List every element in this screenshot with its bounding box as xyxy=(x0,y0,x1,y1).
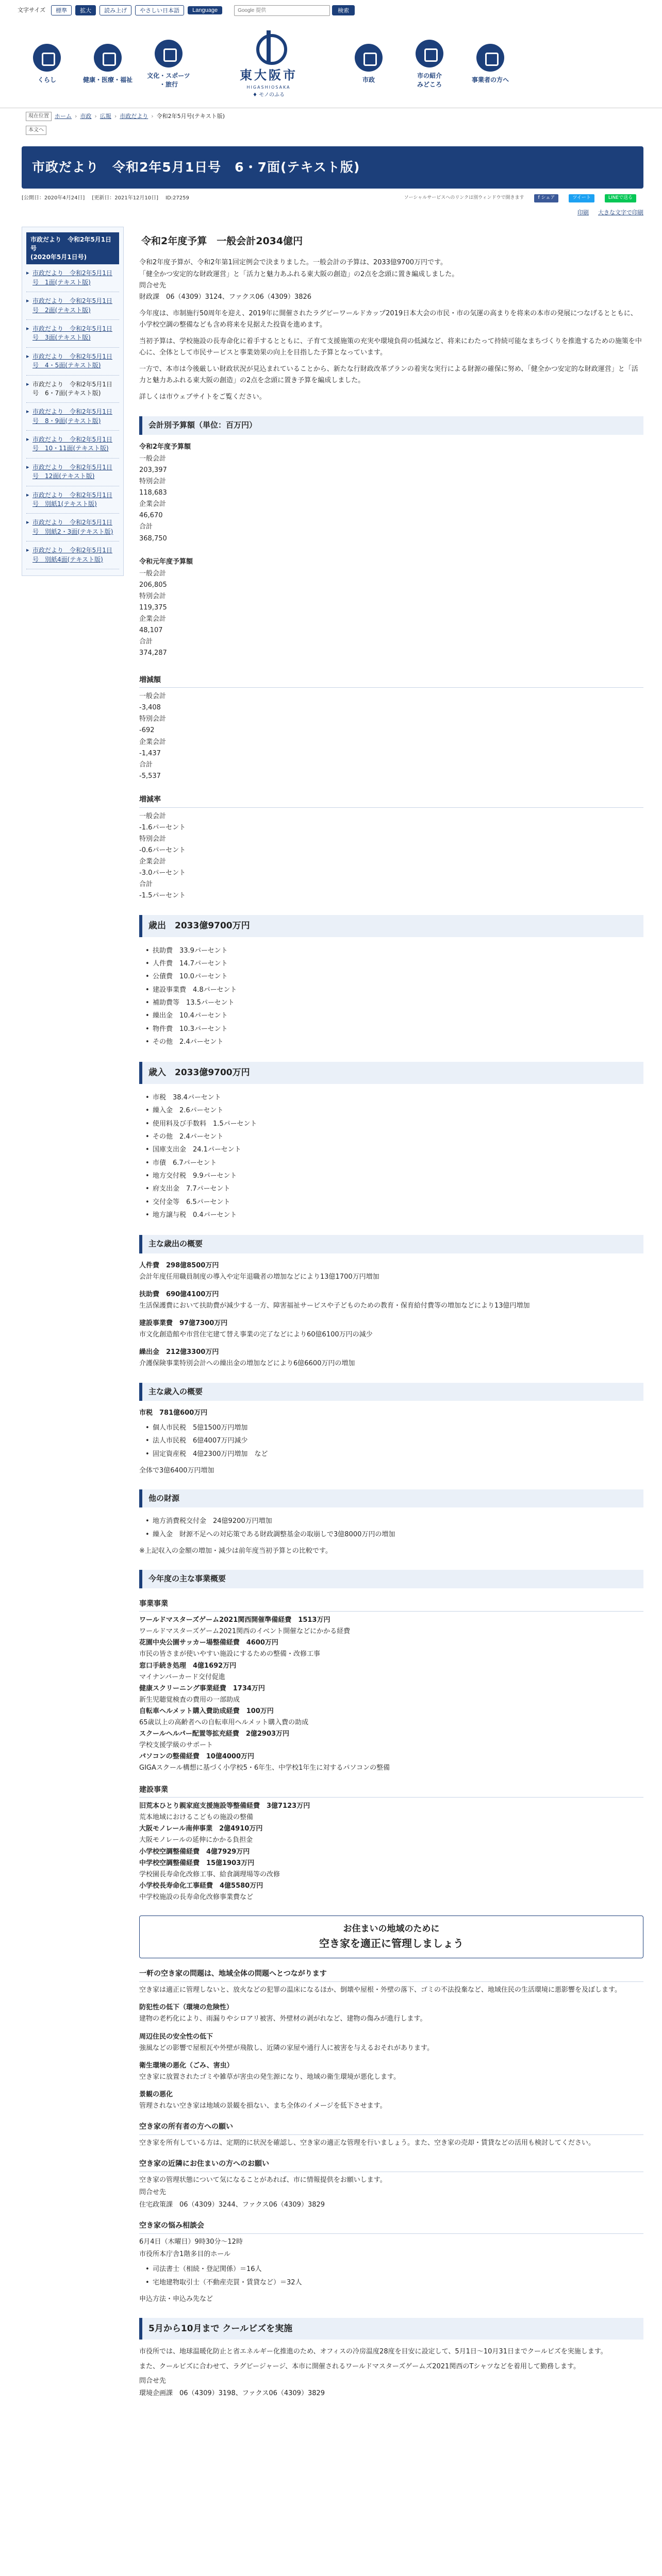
sidebar-link-10[interactable]: 市政だより 令和2年5月1日号 別紙2・3面(テキスト版) xyxy=(32,519,113,535)
published-date: [公開日：2020年4月24日] xyxy=(22,195,85,201)
akiya-callout: お住まいの地域のために 空き家を適正に管理しましょう xyxy=(139,1916,643,1958)
search-input[interactable] xyxy=(234,5,330,16)
expense-heading: 歳出 2033億9700万円 xyxy=(139,915,643,937)
large-print-link[interactable]: 大きな文字で印刷 xyxy=(598,209,643,216)
revenue-overview-heading: 主な歳入の概要 xyxy=(139,1383,643,1401)
sidebar-link-8[interactable]: 市政だより 令和2年5月1日号 12面(テキスト版) xyxy=(32,463,112,480)
sidebar-item xyxy=(26,376,119,403)
nav-city-admin[interactable]: 市政 xyxy=(338,44,399,84)
utility-bar xyxy=(0,0,662,21)
sidebar-item xyxy=(26,514,119,541)
sidebar-link-7[interactable]: 市政だより 令和2年5月1日号 10・11面(テキスト版) xyxy=(32,436,112,452)
line-share-button[interactable]: LINEで送る xyxy=(605,194,636,202)
sidebar-link-9[interactable]: 市政だより 令和2年5月1日号 別紙1(テキスト版) xyxy=(32,491,112,508)
easy-japanese-button[interactable]: やさしい日本語 xyxy=(135,5,184,15)
sidebar-item xyxy=(26,292,119,320)
budget-heading: 令和2年度予算 一般会計2034億円 xyxy=(141,235,303,247)
sidebar-item xyxy=(26,541,119,569)
nav-living[interactable]: くらし xyxy=(16,44,77,84)
breadcrumb-current: 令和2年5月号(テキスト版) xyxy=(156,113,225,120)
rate-list: 一般会計 -1.6パーセント 特別会計 -0.6パーセント 企業会計 -3.0パーセント 合計 -1.5パーセント xyxy=(139,812,186,900)
diff-list: 一般会計 -3,408 特別会計 -692 企業会計 -1,437 合計 -5,537 xyxy=(139,692,167,780)
consultation-list: • 司法書士（相続・登記関係）＝16人 • 宅地建物取引士（不動産売買・賃貸など）＝32人 xyxy=(144,2263,643,2289)
sidebar-link-11[interactable]: 市政だより 令和2年5月1日号 別紙4面(テキスト版) xyxy=(32,547,112,563)
nav-health[interactable]: 健康・医療・福祉 xyxy=(77,44,138,84)
sidebar-link-6[interactable]: 市政だより 令和2年5月1日号 8・9面(テキスト版) xyxy=(32,408,112,425)
language-button[interactable]: Language xyxy=(188,6,222,14)
nav-city-intro[interactable]: 市の紹介 みどころ xyxy=(399,40,460,88)
construction-list: 旧荒本ひとり親家庭支援施設等整備経費 3億7123万円 荒本地域におけるこどもの施設の整備 大阪モノレール南伸事業 2億4910万円 大阪モノレールの延伸にかかる負担金 小学校空調整備経費 4億7929万円 中学校空調整備経費 15億1903万円 学校園長寿命化改修工事、給食調理場等の改修 小学校長寿命化工事経費 4億5580万円 中学校施設の長寿命化改修事業費など xyxy=(139,1802,310,1901)
page-title-bar xyxy=(22,146,643,189)
budget-r2-list: 一般会計 203,397 特別会計 118,683 企業会計 46,670 合計 368,750 xyxy=(139,454,167,543)
coolbiz-heading: 5月から10月まで クールビズを実施 xyxy=(139,2318,643,2340)
sidebar-item xyxy=(26,320,119,348)
search-button[interactable]: 検索 xyxy=(332,5,355,15)
projects-list: ワールドマスターズゲーム2021関西開催準備経費 1513万円 ワールドマスターズゲーム2021関西のイベント開催などにかかる経費 花園中央公園サッカー場整備経費 4600万円 市民の皆さまが使いやすい施設にするための整備・改修工事 窓口手続き処理 4億1692万円 マイナンバーカード交付促進 健康スクリーニング事業経費 1734万円 新生児聴覚検査の費用の一部助成 自転車ヘルメット購入費助成経費 100万円 65歳以上の高齢者への自転車用ヘルメット購入費の助成 スクールヘルパー配置等拡充経費 2億2903万円 学校支援学級のサポート パソコンの整備経費 10億4000万円 GIGAスクール構想に基づく小学校5・6年生、中学校1年生に対するパソコンの整備 xyxy=(139,1616,390,1772)
briefcase-icon xyxy=(476,44,504,72)
sidebar-item xyxy=(26,348,119,376)
nav-culture[interactable]: 文化・スポーツ ・旅行 xyxy=(138,40,199,88)
sidebar-item xyxy=(26,431,119,459)
sidebar-item xyxy=(26,459,119,486)
sidebar-link-1[interactable]: 市政だより 令和2年5月1日号 1面(テキスト版) xyxy=(32,269,112,286)
site-logo[interactable]: 東大阪市 HIGASHIOSAKA ♦ モノのふる xyxy=(207,29,330,99)
skip-to-content-link[interactable]: 本文へ xyxy=(26,126,46,135)
budget-r1-list: 一般会計 206,805 特別会計 119,375 企業会計 48,107 合計 374,287 xyxy=(139,569,167,657)
ball-icon xyxy=(155,40,183,67)
sidebar-link-2[interactable]: 市政だより 令和2年5月1日号 2面(テキスト版) xyxy=(32,297,112,314)
page-id: ID:27259 xyxy=(166,195,189,201)
facebook-share-button[interactable]: f シェア xyxy=(534,194,558,202)
revenue-heading: 歳入 2033億9700万円 xyxy=(139,1062,643,1083)
breadcrumb-city-admin[interactable]: 市政 xyxy=(80,113,92,120)
section-heading-budget: 会計別予算額（単位：百万円） xyxy=(139,416,643,434)
sidebar-list xyxy=(26,264,119,569)
sidebar-link-3[interactable]: 市政だより 令和2年5月1日号 3面(テキスト版) xyxy=(32,325,112,342)
breadcrumb-shisei[interactable]: 市政だより xyxy=(120,113,148,120)
print-link[interactable]: 印刷 xyxy=(577,209,589,216)
breadcrumb-home[interactable]: ホーム xyxy=(55,113,72,120)
expense-overview-heading: 主な歳出の概要 xyxy=(139,1235,643,1253)
tweet-button[interactable]: ツイート xyxy=(569,194,594,202)
revenue-list: • 市税 38.4パーセント • 繰入金 2.6パーセント • 使用料及び手数料 1.5パーセント • その他 2.4パーセント • 国庫支出金 24.1パーセント • 市債 6.7パーセント • 地方交付税 9.9パーセント • 府支出金 7.7パーセント • 交付金等 6.5パーセント • 地方譲与税 0.4パーセント xyxy=(144,1091,643,1222)
global-nav xyxy=(0,21,662,108)
map-pin-icon xyxy=(416,40,443,67)
sidebar-heading: 市政だより 令和2年5月1日号 (2020年5月1日号) xyxy=(26,232,119,264)
building-icon xyxy=(355,44,383,72)
nav-business[interactable]: 事業者の方へ xyxy=(460,44,521,84)
revenue-overview-list: • 個人市民税 5億1500万円増加 • 法人市民税 6億4007万円減少 • 固定資産税 4億2300万円増加 など xyxy=(144,1421,643,1461)
sidebar-item xyxy=(26,264,119,292)
house-icon xyxy=(33,44,61,72)
font-large-button[interactable]: 拡大 xyxy=(75,5,96,15)
sidebar xyxy=(22,227,124,2401)
breadcrumb: 現在位置 ホーム › 市政 › 広報 › 市政だより › 令和2年5月号(テキスト版) xyxy=(0,108,662,125)
sidebar-link-4[interactable]: 市政だより 令和2年5月1日号 4・5面(テキスト版) xyxy=(32,352,112,369)
breadcrumb-pr[interactable]: 広報 xyxy=(100,113,111,120)
heart-icon xyxy=(94,44,122,72)
sidebar-item xyxy=(26,486,119,514)
other-revenue-list: • 地方消費税交付金 24億9200万円増加 • 繰入金 財源不足への対応策である財政調整基金の取崩しで3億8000万円の増加 xyxy=(144,1515,643,1541)
city-emblem-icon xyxy=(252,29,286,63)
site-search xyxy=(234,5,355,16)
font-standard-button[interactable]: 標準 xyxy=(51,5,72,15)
expense-list: • 扶助費 33.9パーセント • 人件費 14.7パーセント • 公債費 10.0パーセント • 建設事業費 4.8パーセント • 補助費等 13.5パーセント • 繰出金 10.4パーセント • 物件費 10.3パーセント • その他 2.4パーセント xyxy=(144,944,643,1049)
sidebar-current: 市政だより 令和2年5月1日号 6・7面(テキスト版) xyxy=(32,380,112,397)
intro-text: 令和2年度予算が、令和2年第1回定例会で決まりました。一般会計の予算は、2033億9700万円です。 「健全かつ安定的な財政運営」と「活力と魅力あふれる東大阪の創造」の2点を念頭に置き編成しました。 問合せ先 財政課 06（4309）3124、ファクス06（4309）3826 今年度は、市制施行50周年を迎え、2019年に開催されたラグビーワールドカップ2019日本大会の市民・市の気運の高まりを将来の本市の発展につなげるとともに、小学校空調の整備なども含め将来を見据えた投資を進めます。 当初予算は、学校施設の長寿命化に着手するとともに、子育て支援施策の充実や環境負荷の低減など、将来にわたって持続可能なまちづくりを推進するための施策を中心に、全体として市民サービスと事業効果の向上を目指した予算となっています。 一方で、本市は今後厳しい財政状況が見込まれていることから、新たな行財政改革プランの着実な実行による財源の確保に努め、「健全かつ安定的な財政運営」と「活力と魅力あふれる東大阪の創造」の2点を念頭に置き予算を編成しました。 詳しくは市ウェブサイトをご覧ください。 xyxy=(139,259,642,401)
sidebar-item xyxy=(26,403,119,431)
page-meta: [公開日：2020年4月24日] [更新日：2021年12月10日] ID:27259 ソーシャルサービスへのリンクは別ウィンドウで開きます f シェア ツイート LINEで送る xyxy=(22,192,643,205)
main-content: 令和2年度予算 一般会計2034億円 令和2年度予算が、令和2年第1回定例会で決まりました。一般会計の予算は、2033億9700万円です。 「健全かつ安定的な財政運営」と「活力と魅力あふれる東大阪の創造」の2点を念頭に置き編成しました。 問合せ先 財政課 06（4309）3124、ファクス06（4309）3826 今年度は、市制施行50周年を迎え、2019年に開催されたラグビーワールドカップ2019日本大会の市民・市の気運の高まりを将来の本市の発展につなげるとともに、小学校空調の整備なども含め将来を見据えた投資を進めます。 当初予算は、学校施設の長寿命化に着手するとともに、子育て支援施策の充実や環境負荷の低減など、将来にわたって持続可能なまちづくりを推進するための施策を中心に、全体として市民サービスと事業効果の向上を目指した予算となっています。 一方で、本市は今後厳しい財政状況が見込まれていることから、新たな行財政改革プランの着実な実行による財源の確保に努め、「健全かつ安定的な財政運営」と「活力と魅力あふれる東大阪の創造」の2点を念頭に置き予算を編成しました。 詳しくは市ウェブサイトをご覧ください。 会計別予算額（単位：百万円） 令和2年度予算額 一般会計 203,397 特別会計 118,683 企業会計 46,670 合計 368,750 令和元年度予算額 一般会計 206,805 特別会計 119,375 企業会計 48,107 合計 374,287 増減額 一般会計 -3,408 特別会計 -692 企業会計 -1,437 合計 -5,537 増減率 一般会計 -1.6パーセント 特別会計 -0.6パーセント 企業会計 -3.0パーセント 合計 -1.5パーセント 歳出 2033億9700万円 • 扶助費 33.9パーセント • 人件費 14.7パーセント • 公債費 10.0パーセント • 建設事業費 4.8パーセント • 補助費等 13.5パーセント • 繰出金 10.4パーセント • 物件費 10.3パーセント • その他 2.4パーセント 歳入 2033億9700万円 • 市税 38.4パーセント • 繰入金 2.6パーセント • 使用料及び手数料 1.5パーセント • その他 2.4パーセント • 国庫支出金 24.1パーセント • 市債 6.7パーセント • 地方交付税 9.9パーセント • 府支出金 7.7パーセント • 交付金等 6.5パーセント • 地方譲与税 0.4パーセント 主な歳出の概要 人件費 298億8500万円 会計年度任用職員制度の導入や定年退職者の増加などにより13億1700万円増加 扶助費 690億4100万円 生活保護費において扶助費が減少する一方、障害福祉サービスや子どものための教育・保育給付費等の増加などにより13億円増加 建設事業費 97億7300万円 市文化創造館や市営住宅建て替え事業の完了などにより60億6100万円の減少 繰出金 212億3300万円 介護保険事業特別会計への繰出金の増加などにより6億6600万円の増加 主な歳入の概要 市税 781億600万円 • 個人市民税 5億1500万円増加 • 法人市民税 6億4007万円減少 • 固定資産税 4億2300万円増加 など 全体で3億6400万円増加 他の財源 • 地方消費税交付金 24億9200万円増加 • 繰入金 財源不足への対応策である財政調整基金の取崩しで3億8000万円の増加 ※上記収入の金額の増加・減少は前年度当初予算との比較です。 今年度の主な事業概要 事業事業 ワールドマスターズゲーム2021関西開催準備経費 1513万円 ワールドマスターズゲーム2021関西のイベント開催などにかかる経費 花園中央公園サッカー場整備経費 4600万円 市民の皆さまが使いやすい施設にするための整備・改修工事 窓口手続き処理 4億1692万円 マイナンバーカード交付促進 健康スクリーニング事業経費 1734万円 新生児聴覚検査の費用の一部助成 自転車ヘルメット購入費助成経費 100万円 65歳以上の高齢者への自転車用ヘルメット購入費の助成 スクールヘルパー配置等拡充経費 2億2903万円 学校支援学級のサポート パソコンの整備経費 10億4000万円 GIGAスクール構想に基づく小学校5・6年生、中学校1年生に対するパソコンの整備 建設事業 旧荒本ひとり親家庭支援施設等整備経費 3億7123万円 荒本地域におけるこどもの施設の整備 大阪モノレール南伸事業 2億4910万円 大阪モノレールの延伸にかかる負担金 小学校空調整備経費 4億7929万円 中学校空調整備経費 15億1903万円 学校園長寿命化改修工事、給食調理場等の改修 小学校長寿命化工事経費 4億5580万円 中学校施設の長寿命化改修事業費など お住まいの地域のために 空き家を適正に管理しましょう 一軒の空き家の問題は、地域全体の問題へとつながります 空き家は適正に管理しないと、放火などの犯罪の温床になるほか、倒壊や屋根・外壁の落下、ゴミの不法投棄など、地域住民の生活環境に悪影響を及ぼします。 防犯性の低下（環境の危険性） 建物の老朽化により、雨漏りやシロアリ被害、外壁材の剥がれなど、建物の傷みが進行します。 周辺住民の安全性の低下 強風などの影響で屋根瓦や外壁が飛散し、近隣の家屋や通行人に被害を与えるおそれがあります。 衛生環境の悪化（ごみ、害虫） 空き家に放置されたゴミや雑草が害虫の発生源になり、地域の衛生環境が悪化します。 景観の悪化 管理されない空き家は地域の景観を損ない、まち全体のイメージを低下させます。 空き家の所有者の方への願い 空き家を所有している方は、定期的に状況を確認し、空き家の適正な管理を行いましょう。また、空き家の売却・賃貸などの活用も検討してください。 空き家の近隣にお住まいの方へのお願い 空き家の管理状態について気になることがあれば、市に情報提供をお願いします。 問合せ先 住宅政策課 06（4309）3244、ファクス06（4309）3829 空き家の悩み相談会 6月4日（木曜日）9時30分～12時 市役所本庁舎1階多目的ホール • 司法書士（相続・登記関係）＝16人 • 宅地建物取引士（不動産売買・賃貸など）＝32人 申込方法・申込み先など 5月から10月まで クールビズを実施 市役所では、地球温暖化防止と省エネルギー化推進のため、オフィスの冷房温度28度を目安に設定して、5月1日～10月31日までクールビズを実施します。 また、クールビズに合わせて、ラグビージャージ、本市に開催されるワールドマスターズゲームズ2021関西のTシャツなどを着用して勤務します。 問合せ先 環境企画課 06（4309）3198、ファクス06（4309）3829 xyxy=(139,227,643,2401)
updated-date: [更新日：2021年12月10日] xyxy=(92,195,159,201)
page-title: 市政だより 令和2年5月1日号 6・7面(テキスト版) xyxy=(32,159,360,175)
projects-heading: 今年度の主な事業概要 xyxy=(139,1570,643,1588)
font-size-label: 文字サイズ xyxy=(18,7,46,14)
read-aloud-button[interactable]: 読み上げ xyxy=(100,5,131,15)
other-revenue-heading: 他の財源 xyxy=(139,1489,643,1507)
